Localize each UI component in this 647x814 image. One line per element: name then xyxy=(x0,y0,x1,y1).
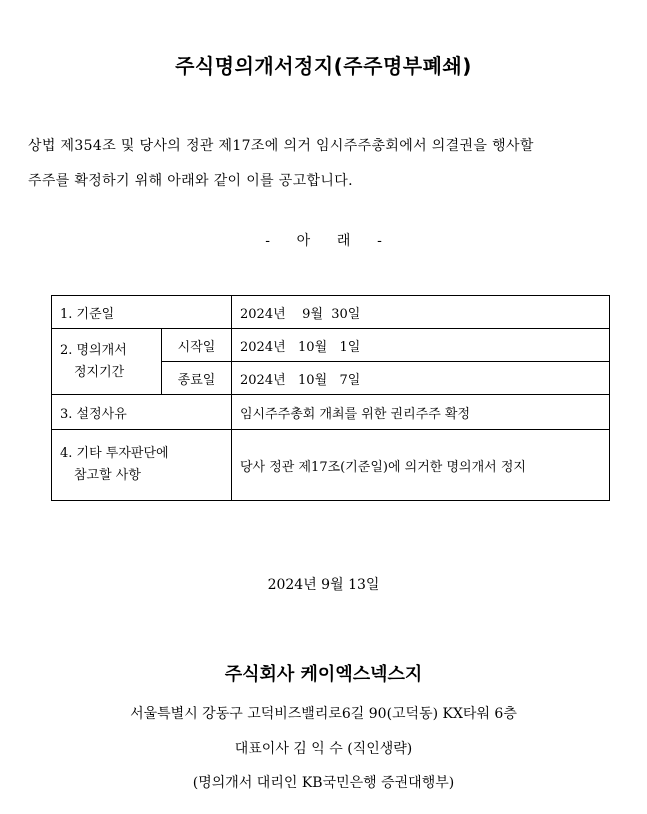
transfer-agent-line: (명의개서 대리인 KB국민은행 증권대행부) xyxy=(192,775,455,791)
end-date-label: 종료일 xyxy=(162,362,232,395)
notice-date: 2024년 9월 13일 xyxy=(267,577,380,593)
other-info-label-line-2: 참고할 사항 xyxy=(74,468,141,483)
other-info-label-line-1: 4. 기타 투자판단에 xyxy=(60,446,169,461)
table-row-reason xyxy=(52,395,610,430)
details-table xyxy=(51,295,610,501)
suspension-period-label-line-2: 정지기간 xyxy=(74,364,125,380)
table-row-other-info xyxy=(52,430,610,501)
record-date-label: 1. 기준일 xyxy=(52,296,232,329)
suspension-period-label xyxy=(52,329,162,395)
table-row-suspension-start xyxy=(52,329,610,362)
section-marker: - 아 래 - xyxy=(265,233,382,249)
reason-label: 3. 설정사유 xyxy=(52,395,232,430)
end-date-value: 2024년 10월 7일 xyxy=(232,362,610,395)
intro-paragraph-line-1: 상법 제354조 및 당사의 정관 제17조에 의거 임시주주총회에서 의결권을 행사할 xyxy=(28,138,534,154)
other-info-label xyxy=(52,430,232,501)
ceo-line: 대표이사 김 익 수 (직인생략) xyxy=(234,741,413,757)
start-date-value: 2024년 10월 1일 xyxy=(232,329,610,362)
reason-value: 임시주주총회 개최를 위한 권리주주 확정 xyxy=(232,395,610,430)
start-date-label: 시작일 xyxy=(162,329,232,362)
company-name: 주식회사 케이엑스넥스지 xyxy=(224,664,423,685)
suspension-period-label-line-1: 2. 명의개서 xyxy=(60,342,127,358)
document-title: 주식명의개서정지(주주명부폐쇄) xyxy=(175,54,472,78)
record-date-value: 2024년 9월 30일 xyxy=(232,296,610,329)
other-info-value: 당사 정관 제17조(기준일)에 의거한 명의개서 정지 xyxy=(232,430,610,501)
intro-paragraph-line-2: 주주를 확정하기 위해 아래와 같이 이를 공고합니다. xyxy=(28,173,353,189)
table-row-record-date xyxy=(52,296,610,329)
company-address: 서울특별시 강동구 고덕비즈밸리로6길 90(고덕동) KX타워 6층 xyxy=(130,706,517,722)
